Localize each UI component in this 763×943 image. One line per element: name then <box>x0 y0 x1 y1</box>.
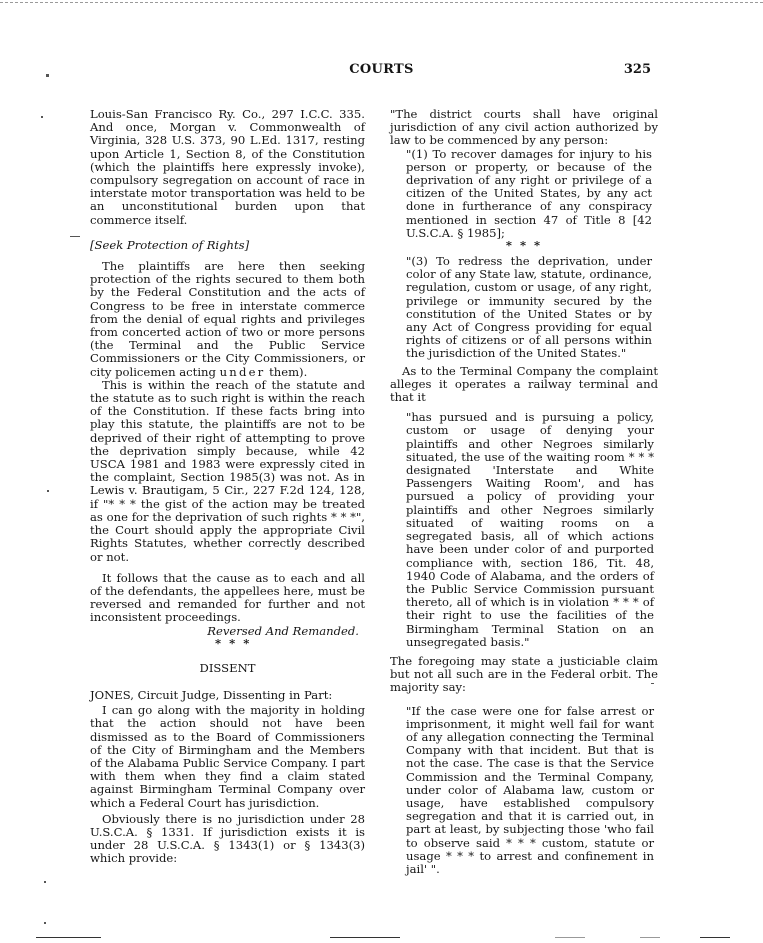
paragraph-text: The plaintiffs are here then seeking protection of the rights secured to them both by the Federal Constitution and the acts of Congress to be free in interstate commerce from the denial of equal rights and privileges from concerted action of two or more persons (the Terminal and the Public Service Commissioners or the City Commissioners, or city policemen acting <box>90 259 365 379</box>
spaced-word: under <box>219 364 266 379</box>
scan-speck <box>44 922 46 924</box>
majority-quote <box>390 705 658 877</box>
paragraph-statute: This is within the reach of the statute and the statute as to such right is within the reach of the Constitution. If these facts bring into play this statute, the plaintiffs are not to be deprived of their right of attempting to prove the deprivation simply because, while 42 USCA 1981 and 1983 were expressly cited in the complaint, Section 1985(3) was not. As in Lewis v. Brautigam, 5 Cir., 227 F.2d 124, 128, if "* * * the gist of the action may be treated as one for the deprivation of such rights * * *", the Court should apply the appropriate Civil Rights Statutes, whether correctly described or not. <box>90 377 365 564</box>
paragraph-follows: It follows that the cause as to each and all of the defendants, the appellees here, must be reversed and remanded for further and not inconsistent proceedings. <box>90 570 365 625</box>
statute-text: "(1) To recover damages for injury to his person or property, or because of the deprivation of any right or privilege of a citizen of the United States, by any act done in furtherance of any conspiracy mentioned in section 47 of Title 8 [42 U.S.C.A. § 1985]; <box>406 146 652 240</box>
scan-bottom-mark <box>555 937 585 938</box>
statute-quote-intro: "The district courts shall have original jurisdiction of any civil action authorized by law to be commenced by any person: <box>390 107 658 148</box>
scan-bottom-mark <box>330 937 400 938</box>
statute-text: "(3) To redress the deprivation, under color of any State law, statute, ordinance, regulation, custom or usage, of any right, privilege or immunity secured by the constitution of the United States or by any Act of Congress providing for equal rights of citizens or of all persons within the jurisdiction of the United States." <box>406 254 652 361</box>
scan-speck <box>70 236 80 237</box>
scan-speck <box>651 683 654 684</box>
quote-text: "If the case were one for false arrest or imprisonment, it might well fail for want of any allegation connecting the Terminal Company with that incident. But that is not the case. The case is that the Service Commission and the Terminal Company, under color of Alabama law, custom or usage, have established compulsory segregation and that it is carried out, in part at least, by subjecting those 'who fail to observe said * * * custom, statute or usage * * * to arrest and confinement in jail' ". <box>406 703 654 876</box>
statute-subsection-1 <box>390 148 658 240</box>
scan-speck <box>41 116 43 118</box>
paragraph-seek-protection <box>90 260 365 379</box>
dissent-heading: DISSENT <box>199 660 256 675</box>
statute-subsection-3 <box>390 255 658 361</box>
page-number: 325 <box>623 62 651 77</box>
disposition: Reversed And Remanded. <box>207 623 359 638</box>
scan-speck <box>47 490 49 492</box>
scan-bottom-mark <box>36 937 101 938</box>
scan-speck <box>44 881 46 883</box>
running-head: COURTS <box>349 62 414 77</box>
paragraph-foregoing: The foregoing may state a justiciable claim but not all such are in the Federal orbit. The majority say: <box>390 653 658 695</box>
paragraph-text: them). <box>269 364 308 379</box>
scan-speck <box>46 74 49 77</box>
right-column <box>390 108 658 876</box>
paragraph-terminal: As to the Terminal Company the complaint alleges it operates a railway terminal and that it <box>390 363 658 405</box>
complaint-quote <box>390 411 658 649</box>
paragraph-carryover: Louis-San Francisco Ry. Co., 297 I.C.C. 335. And once, Morgan v. Commonwealth of Virginia, 328 U.S. 373, 90 L.Ed. 1317, resting upon Article 1, Section 8, of the Constitution (which the plaintiffs here expressly invoke), compulsory segregation on account of race in interstate motor transportation was held to be an unconstitutional burden upon that commerce itself. <box>90 107 365 227</box>
scan-bottom-mark <box>700 937 730 938</box>
ellipsis-stars: * * * <box>215 635 252 650</box>
paragraph-majority: I can go along with the majority in holding that the action should not have been dismissed as to the Board of Commissioners of the City of Birmingham and the Members of the Alabama Public Service Company. I part with them when they find a claim stated against Birmingham Terminal Company over which a Federal Court has jurisdiction. <box>90 703 365 810</box>
left-column <box>90 108 365 866</box>
scan-bottom-mark <box>640 937 660 938</box>
quote-text: "has pursued and is pursuing a policy, custom or usage of denying your plaintiffs and other Negroes similarly situated, the use of the waiting room * * * designated 'Interstate and White Passengers Waiting Room', and has pursued a policy of providing your plaintiffs and other Negroes similarly situated of waiting rooms on a segregated basis, all of which actions have been under color of and purported compliance with, section 186, Tit. 48, 1940 Code of Alabama, and the orders of the Public Service Commission pursuant thereto, all of which is in violation * * * of their right to use the facilities of the Birmingham Terminal Station on an unsegregated basis." <box>406 410 654 649</box>
scan-top-border <box>0 2 763 3</box>
judge-line: JONES, Circuit Judge, Dissenting in Part: <box>90 687 333 702</box>
paragraph-jurisdiction: Obviously there is no jurisdiction under 28 U.S.C.A. § 1331. If jurisdiction exists it is under 28 U.S.C.A. § 1343(1) or § 1343(3) which provide: <box>90 811 365 866</box>
ellipsis-stars: * * * <box>505 238 543 253</box>
section-heading: [Seek Protection of Rights] <box>90 237 250 252</box>
